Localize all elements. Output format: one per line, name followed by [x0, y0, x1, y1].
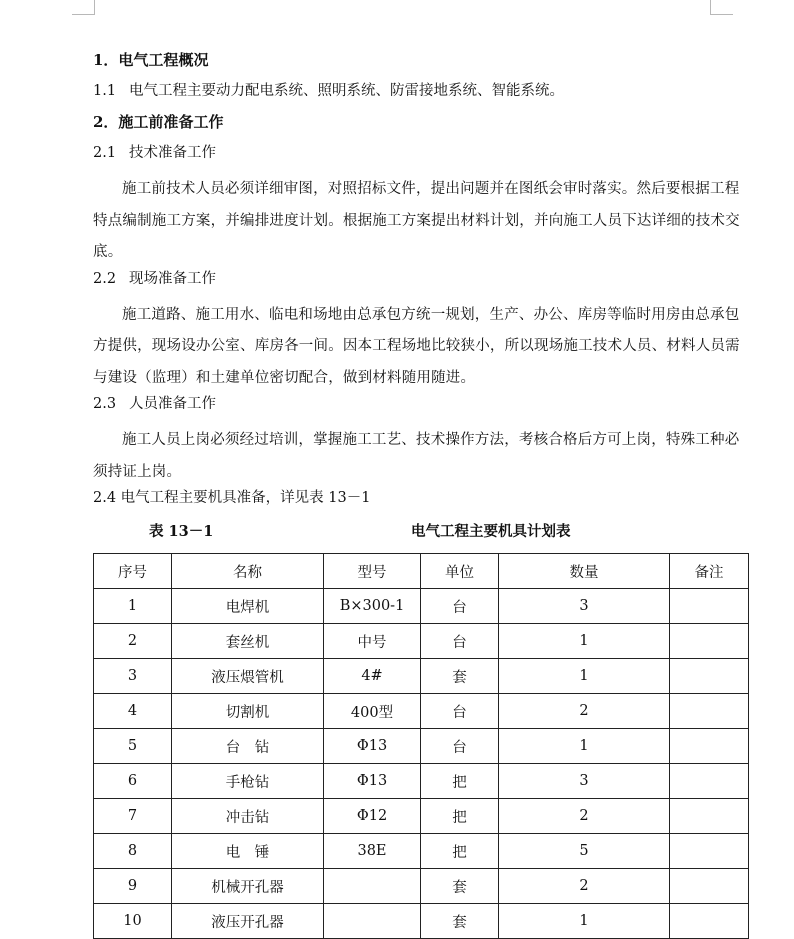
table-cell: [670, 764, 749, 799]
section-number: 2.2: [93, 270, 117, 287]
table-cell: 把: [421, 799, 499, 834]
table-cell: 套丝机: [172, 624, 324, 659]
table-cell: [324, 869, 421, 904]
section-2-1-heading: [93, 143, 748, 174]
section-1-1-line: [93, 81, 748, 112]
header-cell: 单位: [421, 554, 499, 589]
section-2-3-heading: [93, 394, 748, 425]
table-cell: 5: [499, 834, 670, 869]
table-cell: [324, 904, 421, 939]
table-cell: 套: [421, 904, 499, 939]
table-row: [94, 869, 749, 904]
section-1-heading: 1．电气工程概况: [93, 51, 209, 69]
header-cell: 型号: [324, 554, 421, 589]
section-2-1-title: 技术准备工作: [129, 145, 216, 161]
section-2-3-paragraph: 施工人员上岗必须经过培训，掌握施工工艺、技术操作方法，考核合格后方可上岗，特殊工种必须持证上岗。: [93, 432, 740, 480]
table-row: [94, 904, 749, 939]
table-cell: [670, 799, 749, 834]
section-2-2-heading: [93, 269, 748, 300]
table-caption: [93, 519, 748, 553]
table-cell: 台 钻: [172, 729, 324, 764]
section-number: 2.3: [93, 396, 117, 412]
section-2-heading: 2．施工前准备工作: [93, 113, 224, 131]
section-2-2-paragraph: 施工道路、施工用水、临电和场地由总承包方统一规划，生产、办公、库房等临时用房由总承包方提供，现场设办公室、库房各一间。因本工程场地比较狭小，所以现场施工技术人员、材料人员需与建设（监理）和土建单位密切配合，做到材料随用随进。: [93, 306, 740, 386]
table-cell: 2: [499, 869, 670, 904]
table-cell: 400型: [324, 694, 421, 729]
section-number: 1.1: [93, 83, 117, 99]
table-cell: 电焊机: [172, 589, 324, 624]
table-cell: 台: [421, 729, 499, 764]
table-cell: 2: [94, 624, 172, 659]
table-body: [94, 589, 749, 939]
header-cell: 数量: [499, 554, 670, 589]
table-cell: [670, 869, 749, 904]
table-title: 电气工程主要机具计划表: [411, 523, 571, 540]
page-corner-mark-right: [710, 0, 733, 15]
table-number: 表 13－1: [149, 523, 214, 540]
table-cell: 10: [94, 904, 172, 939]
table-cell: [670, 729, 749, 764]
table-cell: 4: [94, 694, 172, 729]
equipment-table: [93, 553, 749, 939]
table-cell: 5: [94, 729, 172, 764]
table-cell: 中号: [324, 624, 421, 659]
table-cell: [670, 624, 749, 659]
table-cell: Φ12: [324, 799, 421, 834]
table-cell: 手枪钻: [172, 764, 324, 799]
section-1-1-text: 电气工程主要动力配电系统、照明系统、防雷接地系统、智能系统。: [129, 83, 564, 99]
page-corner-mark-left: [72, 0, 95, 15]
section-2-1-paragraph: 施工前技术人员必须详细审图，对照招标文件，提出问题并在图纸会审时落实。然后要根据工程特点编制施工方案，并编排进度计划。根据施工方案提出材料计划，并向施工人员下达详细的技术交底。: [93, 181, 740, 260]
table-cell: 把: [421, 764, 499, 799]
table-cell: 2: [499, 694, 670, 729]
header-cell: 名称: [172, 554, 324, 589]
table-cell: 台: [421, 589, 499, 624]
header-cell: 序号: [94, 554, 172, 589]
table-cell: 套: [421, 659, 499, 694]
section-number: 2.1: [93, 145, 117, 161]
table-cell: 台: [421, 694, 499, 729]
table-cell: 冲击钻: [172, 799, 324, 834]
table-cell: Φ13: [324, 729, 421, 764]
table-cell: [670, 589, 749, 624]
table-cell: 1: [499, 624, 670, 659]
table-header-row: [94, 554, 749, 589]
table-cell: 4#: [324, 659, 421, 694]
table-cell: B×300-1: [324, 589, 421, 624]
table-cell: [670, 694, 749, 729]
table-row: [94, 624, 749, 659]
table-cell: 1: [94, 589, 172, 624]
table-cell: [670, 659, 749, 694]
table-cell: 机械开孔器: [172, 869, 324, 904]
table-row: [94, 834, 749, 869]
table-cell: 切割机: [172, 694, 324, 729]
table-cell: 1: [499, 729, 670, 764]
table-cell: 38E: [324, 834, 421, 869]
table-row: [94, 729, 749, 764]
header-cell: 备注: [670, 554, 749, 589]
table-cell: 3: [499, 589, 670, 624]
table-cell: 液压煨管机: [172, 659, 324, 694]
table-cell: 台: [421, 624, 499, 659]
table-cell: 套: [421, 869, 499, 904]
table-cell: 1: [499, 659, 670, 694]
table-row: [94, 694, 749, 729]
section-2-3-title: 人员准备工作: [129, 396, 216, 412]
table-cell: 3: [499, 764, 670, 799]
table-cell: 2: [499, 799, 670, 834]
section-2-2-title: 现场准备工作: [129, 270, 216, 287]
section-2-4-line: 2.4 电气工程主要机具准备，详见表 13－1: [93, 490, 371, 506]
table-row: [94, 799, 749, 834]
table-cell: 把: [421, 834, 499, 869]
document-page: [93, 50, 748, 939]
table-cell: [670, 904, 749, 939]
table-cell: 1: [499, 904, 670, 939]
table-cell: [670, 834, 749, 869]
table-cell: 液压开孔器: [172, 904, 324, 939]
table-cell: 电 锤: [172, 834, 324, 869]
table-cell: 3: [94, 659, 172, 694]
table-cell: 7: [94, 799, 172, 834]
table-row: [94, 659, 749, 694]
table-cell: 6: [94, 764, 172, 799]
table-row: [94, 764, 749, 799]
table-cell: 9: [94, 869, 172, 904]
table-row: [94, 589, 749, 624]
table-cell: 8: [94, 834, 172, 869]
table-cell: Φ13: [324, 764, 421, 799]
